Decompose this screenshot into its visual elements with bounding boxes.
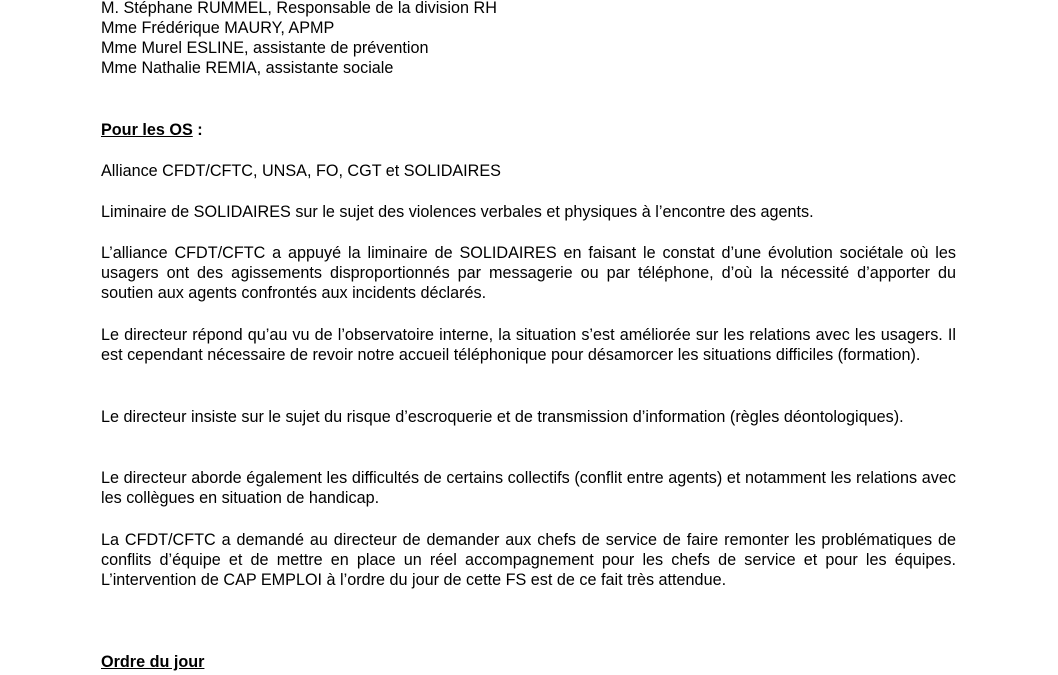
- agenda-heading: [101, 652, 204, 672]
- paragraph: Le directeur répond qu’au vu de l’observatoire interne, la situation s’est améliorée sur les relations avec les usagers. Il est cependant nécessaire de revoir notre accueil téléphonique pour désamorcer les situations difficiles (formation).: [101, 326, 956, 364]
- paragraph: Liminaire de SOLIDAIRES sur le sujet des violences verbales et physiques à l’encontre des agents.: [101, 203, 814, 221]
- attendee-line: M. Stéphane RUMMEL, Responsable de la division RH: [101, 0, 497, 17]
- os-heading-text: Pour les OS: [101, 121, 193, 139]
- agenda-heading-text: Ordre du jour: [101, 653, 205, 671]
- os-heading-colon: :: [192, 121, 203, 139]
- unions-line: Alliance CFDT/CFTC, UNSA, FO, CGT et SOLIDAIRES: [101, 162, 501, 180]
- attendee-line: Mme Murel ESLINE, assistante de prévention: [101, 39, 429, 57]
- paragraph: L’alliance CFDT/CFTC a appuyé la liminaire de SOLIDAIRES en faisant le constat d’une évolution sociétale où les usagers ont des agissements disproportionnés par messagerie ou par téléphone, d’où la nécessité d’apporter du soutien aux agents confrontés aux incidents déclarés.: [101, 244, 956, 302]
- os-section-heading: [101, 120, 203, 140]
- paragraph: La CFDT/CFTC a demandé au directeur de demander aux chefs de service de faire remonter les problématiques de conflits d’équipe et de mettre en place un réel accompagnement pour les chefs de service et pour les équipes. L’intervention de CAP EMPLOI à l’ordre du jour de cette FS est de ce fait très attendue.: [101, 531, 956, 589]
- attendee-line: Mme Nathalie REMIA, assistante sociale: [101, 59, 394, 77]
- paragraph: Le directeur aborde également les difficultés de certains collectifs (conflit entre agents) et notamment les relations avec les collègues en situation de handicap.: [101, 469, 956, 507]
- paragraph: Le directeur insiste sur le sujet du risque d’escroquerie et de transmission d’information (règles déontologiques).: [101, 408, 904, 426]
- attendee-line: Mme Frédérique MAURY, APMP: [101, 19, 335, 37]
